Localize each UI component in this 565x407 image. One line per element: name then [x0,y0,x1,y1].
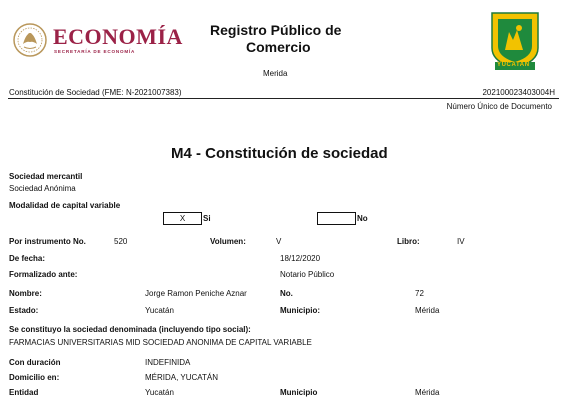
yucatan-seal [489,10,541,72]
modalidad-label: Modalidad de capital variable [9,201,121,210]
domicilio-label: Domicilio en: [9,373,60,382]
page-title-line2: Comercio [246,39,311,55]
duracion-label: Con duración [9,358,61,367]
nombre-value: Jorge Ramon Peniche Aznar [145,289,247,298]
estado-label: Estado: [9,306,39,315]
libro-value: IV [457,237,465,246]
city-label: Merida [263,69,288,78]
eagle-emblem-icon [12,22,48,58]
volumen-value: V [276,237,282,246]
no-label: No [357,214,368,223]
municipio2-label: Municipio [280,388,318,397]
entidad-value: Yucatán [145,388,174,397]
domicilio-value: MÉRIDA, YUCATÁN [145,373,219,382]
document-number: 202100023403004H [482,88,555,97]
entidad-label: Entidad [9,388,39,397]
instrumento-value: 520 [114,237,128,246]
municipio2-value: Mérida [415,388,440,397]
notario-no-label: No. [280,289,293,298]
denominada-label: Se constituyo la sociedad denominada (incluyendo tipo social): [9,325,251,334]
instrumento-label: Por instrumento No. [9,237,86,246]
sociedad-label: Sociedad mercantil [9,172,83,181]
si-label: Si [203,214,211,223]
formalizado-label: Formalizado ante: [9,270,78,279]
no-checkbox[interactable] [317,212,356,225]
document-reference: Constitución de Sociedad (FME: N-2021007383) [9,88,182,97]
seal-label: YUCATAN [497,62,530,68]
fecha-label: De fecha: [9,254,46,263]
nombre-label: Nombre: [9,289,42,298]
logo-sub-text: SECRETARÍA DE ECONOMÍA [54,49,136,54]
volumen-label: Volumen: [210,237,246,246]
fecha-value: 18/12/2020 [280,254,321,263]
document-number-caption: Número Único de Documento [446,102,552,111]
page-title-line1: Registro Público de [210,22,342,38]
logo-main-text: ECONOMÍA [53,24,183,49]
sociedad-value: Sociedad Anónima [9,184,76,193]
formalizado-value: Notario Público [280,270,335,279]
si-checkbox[interactable]: X [163,212,202,225]
header-divider [8,98,559,99]
form-title: M4 - Constitución de sociedad [171,145,388,162]
denominada-value: FARMACIAS UNIVERSITARIAS MID SOCIEDAD ANONIMA DE CAPITAL VARIABLE [9,338,312,347]
libro-label: Libro: [397,237,420,246]
estado-value: Yucatán [145,306,174,315]
notario-no-value: 72 [415,289,424,298]
municipio-label: Municipio: [280,306,320,315]
duracion-value: INDEFINIDA [145,358,191,367]
municipio-value: Mérida [415,306,440,315]
